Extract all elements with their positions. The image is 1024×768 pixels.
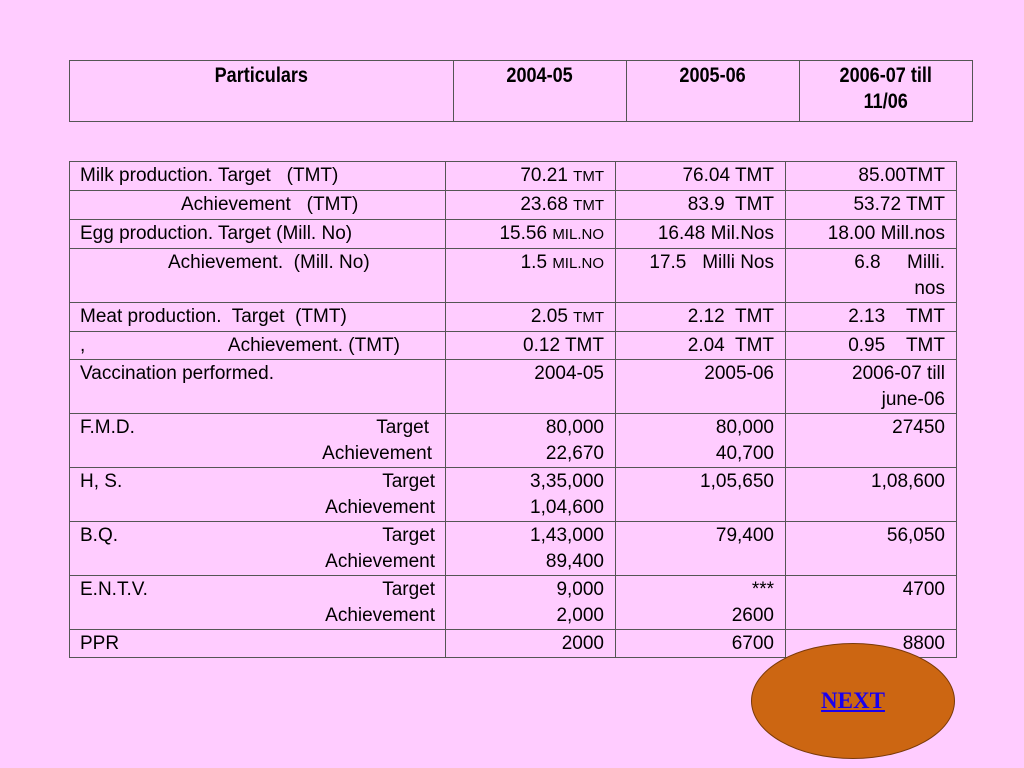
table-row bbox=[70, 522, 957, 576]
header-2005-06: 2005-06 bbox=[627, 61, 800, 122]
header-2006-07: 2006-07 till 11/06 bbox=[800, 61, 973, 122]
table-row bbox=[70, 468, 957, 522]
cell-2004-05: 9,000 2,000 bbox=[446, 576, 616, 630]
cell-2004-05: 3,35,000 1,04,600 bbox=[446, 468, 616, 522]
cell-2006-07: 85.00TMT bbox=[786, 162, 957, 191]
cell-2004-05: 23.68 TMT bbox=[446, 191, 616, 220]
row-label: Achievement (TMT) bbox=[70, 191, 446, 220]
cell-2004-05: 1.5 MIL.NO bbox=[446, 249, 616, 303]
cell-2005-06: 80,000 40,700 bbox=[616, 414, 786, 468]
table-row bbox=[70, 414, 957, 468]
cell-2006-07: 1,08,600 bbox=[786, 468, 957, 522]
cell-2005-06: 2.12 TMT bbox=[616, 303, 786, 332]
header-table bbox=[69, 60, 973, 122]
cell-2006-07: 6.8 Milli. nos bbox=[786, 249, 957, 303]
cell-2004-05: 1,43,000 89,400 bbox=[446, 522, 616, 576]
row-label: B.Q. Target Achievement bbox=[70, 522, 446, 576]
table-row bbox=[70, 332, 957, 360]
row-label: H, S. Target Achievement bbox=[70, 468, 446, 522]
cell-2005-06: *** 2600 bbox=[616, 576, 786, 630]
cell-2004-05: 80,000 22,670 bbox=[446, 414, 616, 468]
row-label: , Achievement. (TMT) bbox=[70, 332, 446, 360]
row-label: Milk production. Target (TMT) bbox=[70, 162, 446, 191]
cell-2006-07: 8800 bbox=[786, 630, 957, 658]
row-label: Achievement. (Mill. No) bbox=[70, 249, 446, 303]
cell-2004-05: 0.12 TMT bbox=[446, 332, 616, 360]
row-label: Vaccination performed. bbox=[70, 360, 446, 414]
cell-2005-06: 2005-06 bbox=[616, 360, 786, 414]
row-label: PPR bbox=[70, 630, 446, 658]
next-button-label[interactable]: NEXT bbox=[821, 688, 885, 713]
cell-2005-06: 76.04 TMT bbox=[616, 162, 786, 191]
cell-2005-06: 79,400 bbox=[616, 522, 786, 576]
table-row bbox=[70, 576, 957, 630]
cell-2005-06: 16.48 Mil.Nos bbox=[616, 220, 786, 249]
cell-2005-06: 2.04 TMT bbox=[616, 332, 786, 360]
header-row bbox=[70, 61, 973, 122]
header-2004-05: 2004-05 bbox=[454, 61, 627, 122]
table-row bbox=[70, 303, 957, 332]
table-row bbox=[70, 360, 957, 414]
cell-2006-07: 18.00 Mill.nos bbox=[786, 220, 957, 249]
cell-2004-05: 2.05 TMT bbox=[446, 303, 616, 332]
data-table bbox=[69, 161, 957, 658]
row-label: E.N.T.V. Target Achievement bbox=[70, 576, 446, 630]
cell-2006-07: 2.13 TMT bbox=[786, 303, 957, 332]
table-row bbox=[70, 249, 957, 303]
table-row bbox=[70, 220, 957, 249]
header-particulars: Particulars bbox=[70, 61, 454, 122]
cell-2005-06: 6700 bbox=[616, 630, 786, 658]
cell-2005-06: 1,05,650 bbox=[616, 468, 786, 522]
table-row bbox=[70, 162, 957, 191]
row-label: Meat production. Target (TMT) bbox=[70, 303, 446, 332]
next-button[interactable] bbox=[751, 643, 955, 759]
cell-2006-07: 0.95 TMT bbox=[786, 332, 957, 360]
cell-2004-05: 2000 bbox=[446, 630, 616, 658]
row-label: Egg production. Target (Mill. No) bbox=[70, 220, 446, 249]
table-row bbox=[70, 191, 957, 220]
row-label: F.M.D. Target Achievement bbox=[70, 414, 446, 468]
cell-2004-05: 15.56 MIL.NO bbox=[446, 220, 616, 249]
cell-2004-05: 2004-05 bbox=[446, 360, 616, 414]
cell-2006-07: 2006-07 till june-06 bbox=[786, 360, 957, 414]
cell-2005-06: 83.9 TMT bbox=[616, 191, 786, 220]
cell-2005-06: 17.5 Milli Nos bbox=[616, 249, 786, 303]
cell-2006-07: 27450 bbox=[786, 414, 957, 468]
cell-2006-07: 56,050 bbox=[786, 522, 957, 576]
cell-2004-05: 70.21 TMT bbox=[446, 162, 616, 191]
cell-2006-07: 53.72 TMT bbox=[786, 191, 957, 220]
cell-2006-07: 4700 bbox=[786, 576, 957, 630]
